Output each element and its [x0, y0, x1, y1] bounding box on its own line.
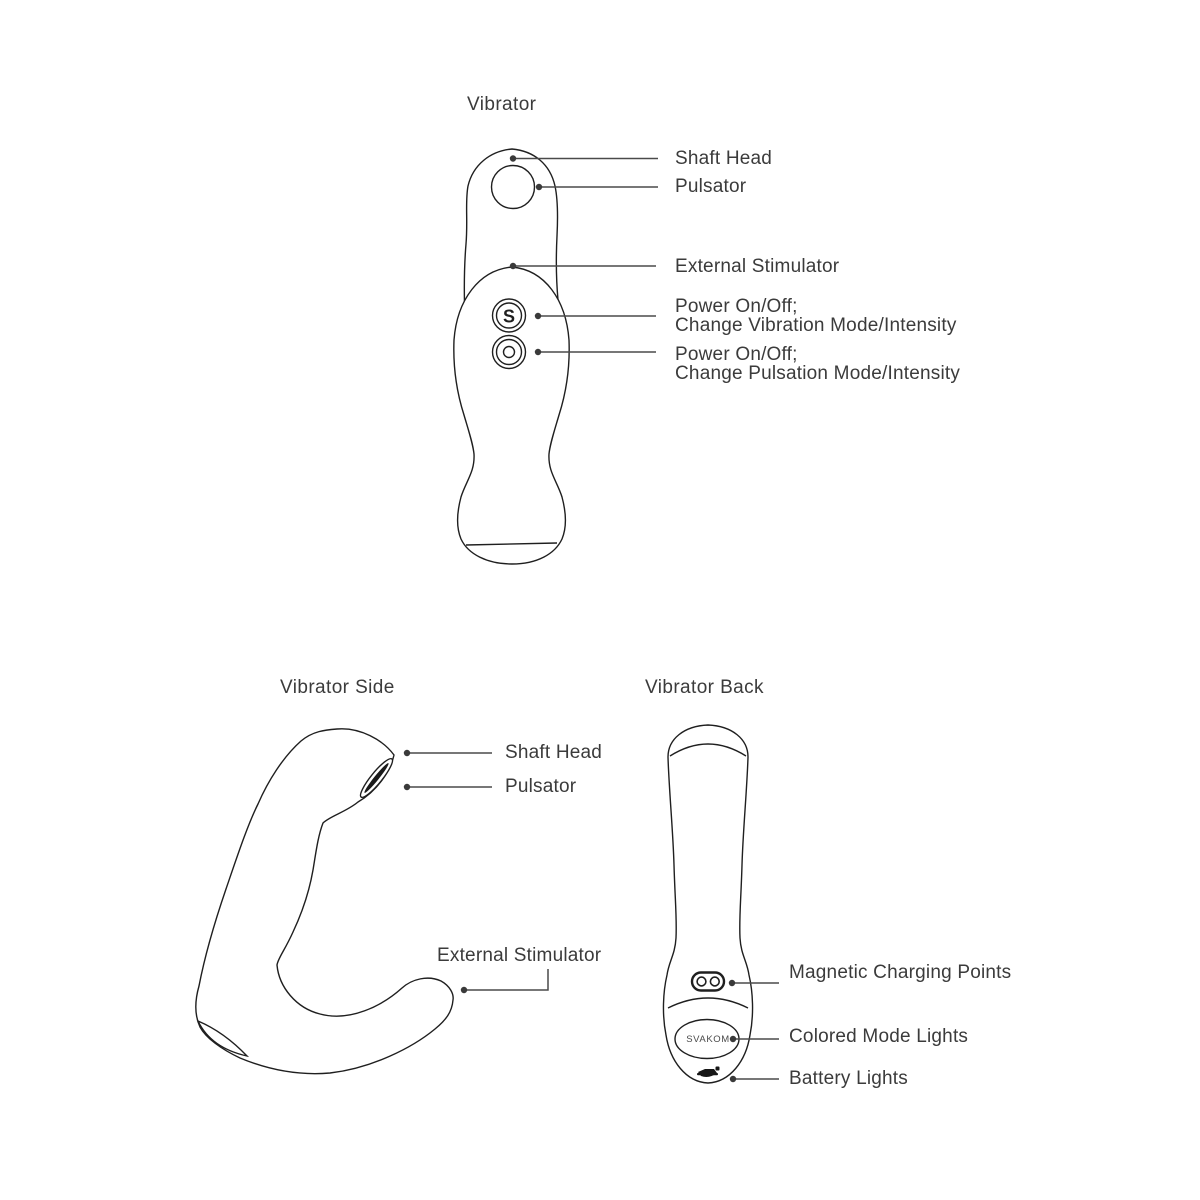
side-outline: [196, 729, 453, 1074]
front-view-title: Vibrator: [467, 94, 537, 115]
front-label-power-vibration-line1: Power On/Off;: [675, 296, 798, 317]
side-label-external-stimulator: External Stimulator: [437, 945, 602, 966]
back-view-drawing: [663, 725, 752, 1083]
front-pulsator-opening: [492, 166, 535, 209]
front-label-external-stimulator: External Stimulator: [675, 256, 840, 277]
front-label-power-pulsation-line2: Change Pulsation Mode/Intensity: [675, 363, 961, 384]
front-view-drawing: [454, 149, 569, 564]
front-label-power-vibration-line2: Change Vibration Mode/Intensity: [675, 315, 957, 336]
side-label-pulsator: Pulsator: [505, 776, 577, 797]
back-label-colored-mode-lights: Colored Mode Lights: [789, 1026, 969, 1047]
front-label-shaft-head: Shaft Head: [675, 148, 773, 169]
side-view-title: Vibrator Side: [280, 677, 395, 698]
front-label-power-pulsation: [675, 345, 960, 383]
back-view-title: Vibrator Back: [645, 677, 764, 698]
front-label-power-pulsation-line1: Power On/Off;: [675, 344, 798, 365]
brand-logo-text: SVAKOM: [686, 1034, 730, 1045]
side-label-shaft-head: Shaft Head: [505, 742, 603, 763]
front-label-pulsator: Pulsator: [675, 176, 747, 197]
back-label-battery-lights: Battery Lights: [789, 1068, 908, 1089]
svg-text:S: S: [502, 306, 516, 327]
front-label-power-vibration: [675, 297, 957, 335]
side-view-drawing: [196, 729, 453, 1074]
back-outline: [663, 725, 752, 1083]
back-label-magnetic-charging-points: Magnetic Charging Points: [789, 962, 1012, 983]
